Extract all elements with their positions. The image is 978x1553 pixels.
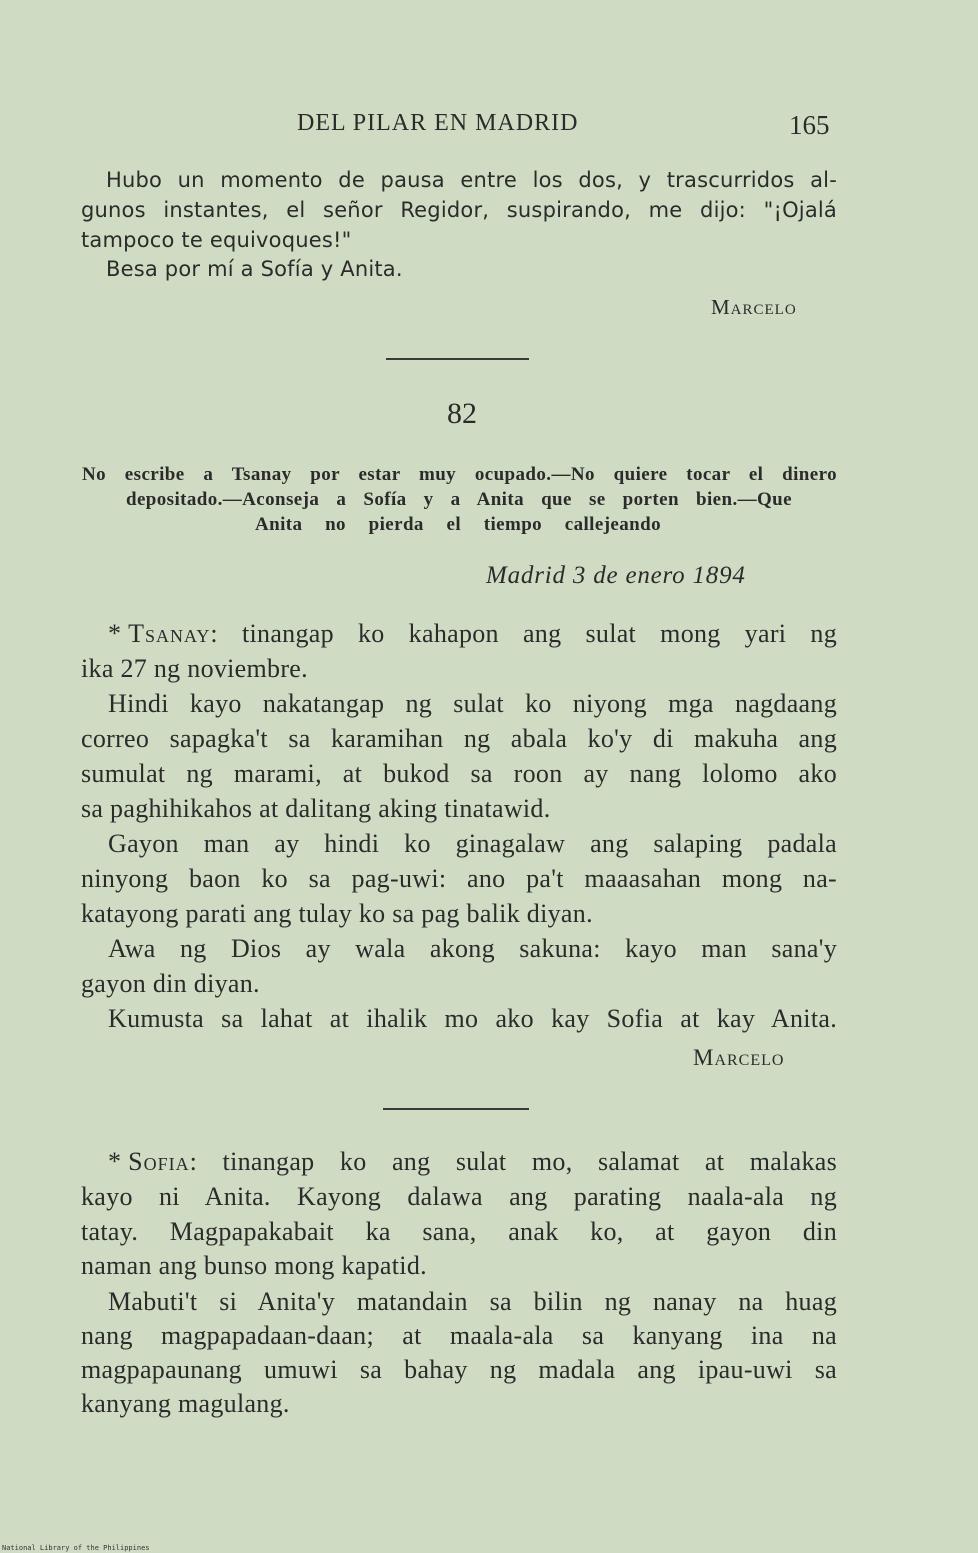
postscript-body-line: naman ang bunso mong kapatid.	[81, 1251, 427, 1280]
salutation-name: * Tsanay	[108, 619, 211, 648]
letter-salutation-line	[108, 619, 837, 649]
postscript-body-line: kayo ni Anita. Kayong dalawa ang parating naala-ala ng	[81, 1182, 837, 1211]
prev-letter-line: Besa por mí a Sofía y Anita.	[106, 257, 403, 281]
prev-letter-signature: Marcelo	[711, 295, 797, 319]
letter-body-line: sa paghihikahos at dalitang aking tinatawid.	[81, 794, 551, 823]
postscript-body-line: kanyang magulang.	[81, 1389, 290, 1418]
prev-letter-line: Hubo un momento de pausa entre los dos, y trascurridos al-	[106, 168, 837, 192]
page-number: 165	[789, 110, 830, 140]
prev-letter-line: tampoco te equivoques!"	[81, 228, 352, 252]
letter-body-line: Awa ng Dios ay wala akong sakuna: kayo man sana'y	[108, 934, 837, 963]
postscript-body-line: tatay. Magpapakabait ka sana, anak ko, at gayon din	[81, 1217, 837, 1246]
letter-body-line: gayon din diyan.	[81, 969, 260, 998]
letter-body-line: katayong parati ang tulay ko sa pag balik diyan.	[81, 899, 593, 928]
letter-body-line: Kumusta sa lahat at ihalik mo ako kay Sofia at kay Anita.	[108, 1004, 837, 1033]
running-header-title: DEL PILAR EN MADRID	[297, 110, 579, 136]
letter-body-line: ika 27 ng noviembre.	[81, 654, 308, 683]
letter-number: 82	[447, 397, 477, 430]
postscript-salutation-name: * Sofia	[108, 1147, 190, 1176]
postscript-salutation-line	[108, 1147, 837, 1177]
section-divider	[386, 358, 529, 360]
section-divider	[383, 1108, 529, 1110]
letter-body-line: ninyong baon ko sa pag-uwi: ano pa't maaasahan mong na-	[81, 864, 837, 893]
postscript-body-line: nang magpapadaan-daan; at maala-ala sa kanyang ina na	[81, 1321, 837, 1350]
letter-summary-line: Anita no pierda el tiempo callejeando	[255, 514, 661, 535]
postscript-body-line: magpapaunang umuwi sa bahay ng madala ang ipau-uwi sa	[81, 1355, 837, 1384]
letter-body-line: Gayon man ay hindi ko ginagalaw ang salaping padala	[108, 829, 837, 858]
salutation-rest: : tinangap ko kahapon ang sulat mong yari ng	[210, 619, 837, 648]
postscript-salutation-rest: : tinangap ko ang sulat mo, salamat at malakas	[189, 1147, 837, 1176]
letter-summary-line: depositado.—Aconseja a Sofía y a Anita que se porten bien.—Que	[126, 489, 792, 510]
library-credit: National Library of the Philippines	[2, 1544, 150, 1552]
letter-dateline: Madrid 3 de enero 1894	[486, 562, 746, 589]
letter-signature: Marcelo	[693, 1045, 785, 1070]
prev-letter-line: gunos instantes, el señor Regidor, suspirando, me dijo: "¡Ojalá	[81, 198, 837, 222]
letter-summary-line: No escribe a Tsanay por estar muy ocupado.—No quiere tocar el dinero	[82, 464, 837, 485]
letter-body-line: Hindi kayo nakatangap ng sulat ko niyong mga nagdaang	[108, 689, 837, 718]
postscript-body-line: Mabuti't si Anita'y matandain sa bilin ng nanay na huag	[108, 1287, 837, 1316]
letter-body-line: sumulat ng marami, at bukod sa roon ay nang lolomo ako	[81, 759, 837, 788]
letter-body-line: correo sapagka't sa karamihan ng abala ko'y di makuha ang	[81, 724, 837, 753]
